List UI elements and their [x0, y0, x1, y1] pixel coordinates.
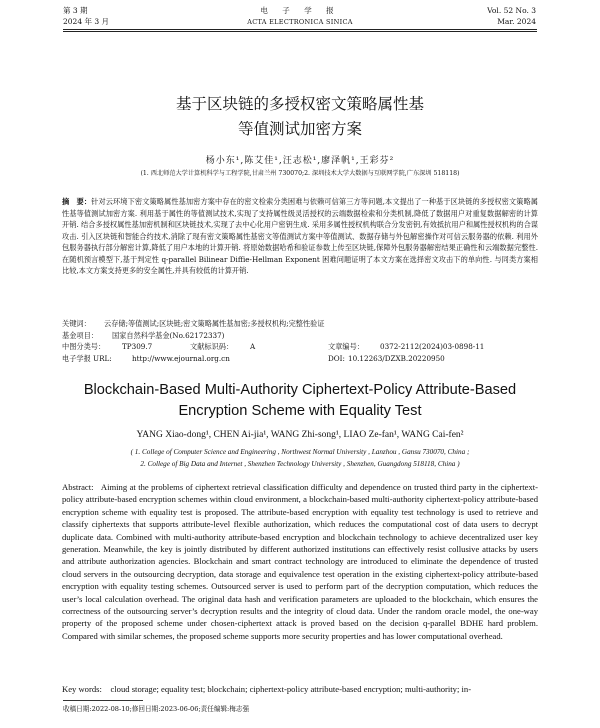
article-metadata	[62, 318, 538, 364]
issue-date: 2024 年 3 月	[63, 17, 110, 26]
author-list-cn: 杨小东¹,陈艾佳¹,汪志松¹,廖泽帆¹,王彩芬²	[205, 156, 395, 166]
fund-label: 基金项目：	[62, 330, 98, 340]
url-row	[62, 353, 538, 365]
header-rule-double	[63, 31, 537, 32]
paper-title-en	[0, 380, 600, 422]
title-line: Blockchain-Based Multi-Authority Ciphertext-Policy Attribute-Based	[83, 382, 517, 398]
header-rule	[63, 29, 537, 30]
author-list-en: YANG Xiao-dong¹, CHEN Ai-jia¹, WANG Zhi-song¹, LIAO Ze-fan¹, WANG Cai-fen²	[136, 430, 464, 440]
article-number-label: 文章编号：	[328, 342, 364, 351]
abstract-cn	[62, 196, 538, 277]
document-code-label: 文献标识码：	[190, 342, 234, 351]
title-line: 等值测试加密方案	[237, 120, 362, 138]
doi[interactable]: 10.12263/DZXB.20220950	[348, 353, 445, 363]
keywords: cloud storage; equality test; blockchain; ciphertext-policy attribute-based encryption; multi-authority; in-	[110, 684, 472, 694]
article-number: 0372-2112(2024)03-0898-11	[380, 342, 485, 351]
journal-name-cn: 电 子 学 报	[260, 6, 340, 15]
affiliation-cn: (1. 西北师范大学计算机科学与工程学院,甘肃兰州 730070;2. 深圳技术大学大数据与互联网学院,广东深圳 518118)	[140, 170, 460, 177]
url-label: 电子学报 URL:	[62, 353, 112, 363]
volume-number: Vol. 52 No. 3	[487, 6, 536, 15]
keywords-row	[62, 318, 538, 330]
abstract-label: 摘 要：	[62, 197, 92, 206]
clc-label: 中图分类号：	[62, 342, 106, 351]
affiliation-line: ( 1. College of Computer Science and Engineering , Northwest Normal University , Lanzhou , Gansu 730070, China ;	[130, 448, 470, 456]
keywords-label: 关键词：	[62, 319, 91, 328]
received-date-footnote: 收稿日期:2022-08-10;修回日期:2023-06-06;责任编辑:梅志强	[63, 705, 250, 713]
document-code: A	[250, 342, 256, 351]
paper-title-cn	[0, 92, 600, 142]
keywords-label: Key words:	[62, 684, 102, 694]
abstract-text: 针对云环境下密文策略属性基加密方案中存在的密文检索分类困难与依赖可信第三方等问题,本文提出了一种基于区块链的多授权密文策略属性基等值测试加密方案. 利用基于属性的等值测试技术,实现了支持属性级灵活授权的云端数据检索和分类机制,降低了数据用户对重复数据解密的计算开销. 结合多授权属性基加密机制和区块链技术,实现了去中心化用户密钥生成. 采用多属性授权机构联合分发密钥,有效抵抗用户和属性授权机构的合谋攻击. 引入区块链和智能合约技术,消除了现有密文策略属性基密文等值测试方案中等值测试、数据存储与外包解密操作对可信云服务器的依赖. 利用外包服务器执行部分解密计算,降低了用户本地的计算开销. 将原始数据哈希和验证参数上传至区块链,保障外包服务器解密结果正确性和云端数据完整性. 在随机预言模型下,基于判定性 q-parallel Bilinear Diffie-Hellman Exponent 困难问题证明了本文方案在选择密文攻击下的单向性. 与同类方案相比较,本文方案支持更多的安全属性,并具有较低的计算开销.	[62, 197, 538, 275]
title-line: 基于区块链的多授权密文策略属性基	[175, 95, 424, 113]
doi-label: DOI:	[328, 353, 345, 363]
abstract-text: Aiming at the problems of ciphertext retrieval classification difficulty and dependence on trusted third party in the ciphertext-policy attribute-based encryption schemes within cloud environment, a blockchain-based multi-authority ciphertext-policy attribute-based encryption scheme with equality test is proposed. The attribute-based encryption with equality test technology is used to retrieve and classify ciphertexts that supports attribute-level flexible authorization, which reduces the computational cost of data users to decrypt duplicate data. Combined with multi-authority attribute-based encryption and blockchain technology to achieve decentralized user key generation. Meanwhile, the key is jointly distributed by different authorized institutions can effectively resist collusive attacks by users and attribute authorization agencies. Blockchain and smart contract technology are introduced to eliminate the dependence of trusted cloud servers in the outsourcing decryption, data storage and equivalence test operation in the existing ciphertext-policy attribute-based encryption with equality testing schemes. Outsourced server is used to perform part of the decryption computation, which reduces the user’s local calculation overhead. The original data hash and verification parameters are uploaded to the blockchain, which ensures the correctness of the outsourcing server’s decryption results and the integrity of cloud data. Under the random oracle model, the one-way property of the proposed scheme under chosen-ciphertext attack is proved based on the decision q-parallel BDHE hard problem. Compared with similar schemes, the proposed scheme supports more security properties and has lower computational overhead.	[62, 482, 539, 641]
keywords: 云存储;等值测试;区块链;密文策略属性基加密;多授权机构;完整性验证	[104, 319, 325, 328]
title-line: Encryption Scheme with Equality Test	[178, 403, 422, 419]
issue-date-en: Mar. 2024	[497, 17, 536, 26]
fund: 国家自然科学基金(No.62172337)	[112, 330, 225, 340]
clc-code: TP309.7	[122, 342, 153, 351]
abstract-label: Abstract:	[62, 482, 94, 492]
keywords-en	[62, 683, 538, 695]
journal-url[interactable]: http://www.ejournal.org.cn	[132, 353, 230, 363]
affiliation-en	[0, 446, 600, 470]
issue-number: 第 3 期	[63, 6, 88, 15]
footnote-rule	[63, 700, 143, 701]
journal-name-en: ACTA ELECTRONICA SINICA	[247, 18, 353, 26]
classification-row	[62, 341, 538, 353]
affiliation-line: 2. College of Big Data and Internet , Shenzhen Technology University , Shenzhen, Guangdong 518118, China )	[140, 460, 460, 468]
abstract-en	[62, 481, 538, 642]
fund-row	[62, 330, 538, 342]
running-header	[0, 6, 600, 46]
